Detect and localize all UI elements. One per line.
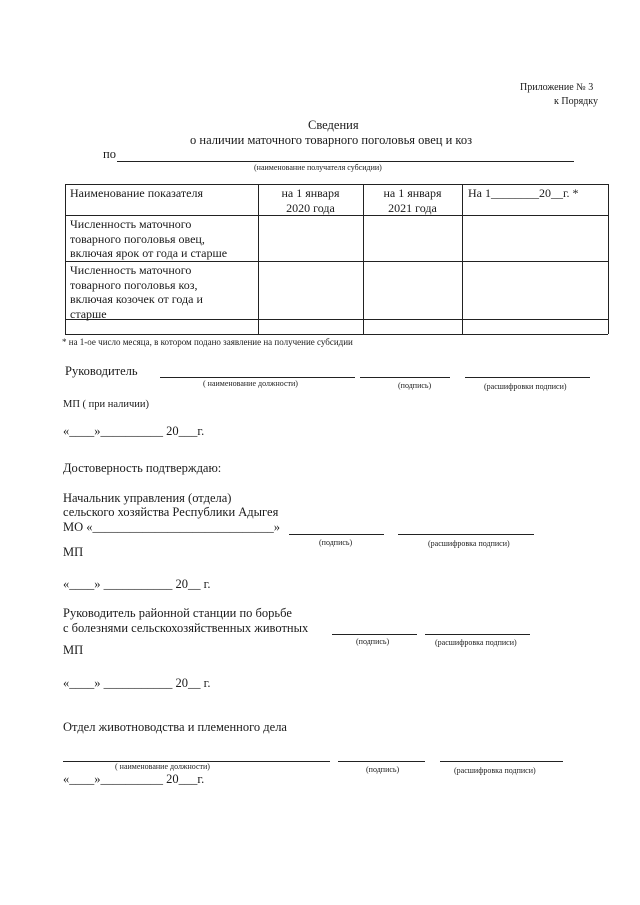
head-stamp: МП ( при наличии) bbox=[63, 399, 150, 410]
department-line2: сельского хозяйства Республики Адыгея bbox=[63, 505, 279, 519]
cell-goats-2020[interactable] bbox=[259, 262, 362, 318]
vet-station-stamp: МП bbox=[63, 643, 84, 657]
vet-station-line2: с болезнями сельскохозяйственных животных bbox=[63, 621, 309, 635]
head-decode-caption: (расшифровки подписи) bbox=[484, 382, 567, 391]
row-goats-line4: старше bbox=[70, 306, 107, 321]
vet-station-decode-caption: (расшифровка подписи) bbox=[435, 638, 517, 647]
head-label: Руководитель bbox=[65, 364, 138, 378]
header-jan-2021 bbox=[363, 186, 462, 215]
document-subtitle: о наличии маточного товарного поголовья овец и коз bbox=[190, 133, 473, 147]
department-decode-caption: (расшифровка подписи) bbox=[428, 539, 510, 548]
department-signature-caption: (подпись) bbox=[319, 538, 353, 547]
head-position-caption: ( наименование должности) bbox=[203, 379, 298, 388]
department-stamp: МП bbox=[63, 545, 84, 559]
header-indicator: Наименование показателя bbox=[70, 186, 203, 200]
row-goats-line2: товарного поголовья коз, bbox=[70, 277, 198, 292]
appendix-number: Приложение № 3 bbox=[520, 82, 594, 93]
livestock-signature-line[interactable] bbox=[338, 761, 425, 762]
row-sheep-line2: товарного поголовья овец, bbox=[70, 231, 205, 246]
recipient-input-line[interactable] bbox=[117, 161, 574, 162]
header-custom-date: На 1________20__г. * bbox=[468, 186, 579, 200]
row-goats-line3: включая козочек от года и bbox=[70, 292, 203, 306]
confirm-text: Достоверность подтверждаю: bbox=[63, 461, 222, 475]
header-jan-2021-line2: 2021 года bbox=[388, 200, 437, 215]
livestock-dept-label: Отдел животноводства и племенного дела bbox=[63, 720, 287, 734]
cell-sheep-custom[interactable] bbox=[463, 216, 607, 260]
header-jan-2021-line1: на 1 января bbox=[383, 186, 442, 200]
row-sheep-label bbox=[70, 217, 227, 261]
recipient-caption: (наименование получателя субсидии) bbox=[254, 163, 382, 172]
row-goats-line1: Численность маточного bbox=[70, 263, 192, 277]
department-line1: Начальник управления (отдела) bbox=[63, 491, 232, 505]
document-title: Сведения bbox=[308, 118, 359, 132]
head-signature-line[interactable] bbox=[360, 377, 450, 378]
vet-station-signature-line[interactable] bbox=[332, 634, 417, 635]
department-signature-line[interactable] bbox=[289, 534, 384, 535]
head-date[interactable]: «____»__________ 20___г. bbox=[63, 424, 205, 438]
vet-station-decode-line[interactable] bbox=[425, 634, 530, 635]
cell-goats-2021[interactable] bbox=[364, 262, 461, 318]
table-border-bottom bbox=[65, 334, 608, 335]
vet-station-line1: Руководитель районной станции по борьбе bbox=[63, 606, 292, 620]
head-decode-line[interactable] bbox=[465, 377, 590, 378]
header-jan-2020-line1: на 1 января bbox=[281, 186, 340, 200]
vet-station-signature-caption: (подпись) bbox=[356, 637, 390, 646]
header-jan-2020-line2: 2020 года bbox=[286, 200, 335, 215]
head-signature-caption: (подпись) bbox=[398, 381, 432, 390]
table-footnote: * на 1-ое число месяца, в котором подано заявление на получение субсидии bbox=[62, 337, 353, 347]
department-decode-line[interactable] bbox=[398, 534, 534, 535]
vet-station-date[interactable]: «____» ___________ 20__ г. bbox=[63, 676, 211, 690]
row-sheep-line3: включая ярок от года и старше bbox=[70, 246, 228, 260]
cell-goats-custom[interactable] bbox=[463, 262, 607, 318]
livestock-decode-line[interactable] bbox=[440, 761, 563, 762]
appendix-reference: к Порядку bbox=[554, 96, 598, 107]
head-position-line[interactable] bbox=[160, 377, 355, 378]
table-border-top bbox=[65, 184, 608, 185]
livestock-signature-caption: (подпись) bbox=[366, 765, 400, 774]
table-border-left bbox=[65, 184, 66, 334]
row-sheep-line1: Численность маточного bbox=[70, 217, 192, 231]
cell-sheep-2021[interactable] bbox=[364, 216, 461, 260]
cell-sheep-2020[interactable] bbox=[259, 216, 362, 260]
livestock-decode-caption: (расшифровка подписи) bbox=[454, 766, 536, 775]
recipient-prefix: по bbox=[103, 147, 116, 161]
livestock-position-caption: ( наименование должности) bbox=[115, 762, 210, 771]
department-municipality[interactable]: МО «_____________________________» bbox=[63, 520, 281, 534]
table-border-right bbox=[608, 184, 609, 334]
row-goats-label bbox=[70, 263, 203, 321]
header-jan-2020 bbox=[258, 186, 363, 215]
livestock-date[interactable]: «____»__________ 20___г. bbox=[63, 772, 205, 786]
department-date[interactable]: «____» ___________ 20__ г. bbox=[63, 577, 211, 591]
